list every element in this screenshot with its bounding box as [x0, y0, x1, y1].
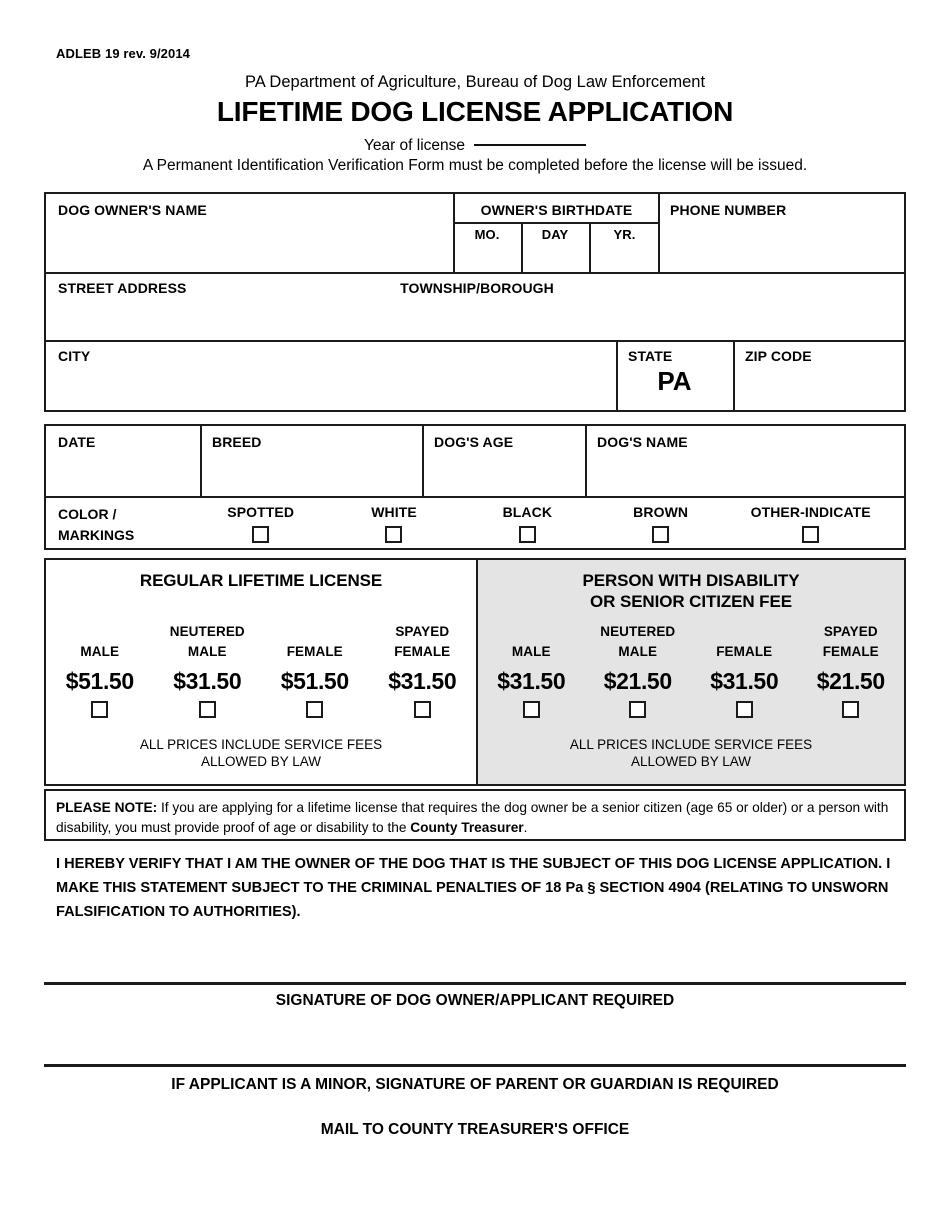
year-of-license-row — [0, 137, 950, 155]
color-markings-label-line2: MARKINGS — [58, 527, 135, 543]
please-note-text — [56, 798, 895, 838]
fee-option-senior-male-checkbox[interactable] — [523, 701, 540, 718]
fee-option-senior-neutered-male-price: $21.50 — [603, 668, 672, 694]
dog-name-input[interactable] — [587, 454, 902, 494]
fee-option-regular-male-price: $51.50 — [65, 668, 134, 694]
state-label: STATE — [628, 348, 673, 364]
color-option-spotted[interactable] — [194, 504, 327, 548]
disability-panel-heading-line1: PERSON WITH DISABILITY — [582, 571, 800, 590]
birthdate-month-input[interactable] — [455, 246, 519, 270]
form-code: ADLEB 19 rev. 9/2014 — [56, 46, 190, 61]
fee-option-regular-male-checkbox[interactable] — [91, 701, 108, 718]
fee-option-senior-neutered-male-checkbox[interactable] — [629, 701, 646, 718]
disability-panel-heading — [478, 570, 904, 612]
dog-date-label: DATE — [58, 434, 96, 450]
color-option-spotted-label: SPOTTED — [227, 504, 295, 520]
disability-senior-fee-panel — [476, 560, 904, 784]
fee-option-regular-spayed-female-checkbox[interactable] — [414, 701, 431, 718]
dog-information-block — [44, 424, 906, 550]
owner-birthdate-label: OWNER'S BIRTHDATE — [480, 202, 633, 218]
birthdate-day-label: DAY — [541, 227, 569, 242]
address-row-divider — [44, 340, 906, 342]
township-borough-input[interactable] — [486, 300, 902, 336]
birthdate-month-label: MO. — [474, 227, 500, 242]
owner-name-input[interactable] — [48, 220, 451, 270]
mail-to-instruction: MAIL TO COUNTY TREASURER'S OFFICE — [320, 1121, 630, 1138]
fee-title-l2: MALE — [618, 644, 658, 659]
fee-title-l2: FEMALE — [716, 644, 773, 659]
please-note-block — [44, 789, 906, 841]
color-markings-label — [58, 504, 134, 546]
fee-title-l2: FEMALE — [394, 644, 451, 659]
birthdate-year-label: YR. — [613, 227, 636, 242]
fee-option-senior-female-price: $31.50 — [710, 668, 779, 694]
fee-option-senior-neutered-male[interactable] — [585, 622, 692, 723]
dog-date-input[interactable] — [48, 454, 198, 494]
page-title: LIFETIME DOG LICENSE APPLICATION — [216, 96, 734, 127]
fee-option-regular-female[interactable] — [261, 622, 369, 723]
regular-panel-footer-line1: ALL PRICES INCLUDE SERVICE FEES — [139, 737, 383, 752]
fee-option-regular-spayed-female-title — [369, 622, 477, 662]
fee-option-regular-neutered-male-price: $31.50 — [173, 668, 242, 694]
fee-option-senior-male[interactable] — [478, 622, 585, 723]
disability-panel-footer — [478, 736, 904, 770]
color-option-brown[interactable] — [594, 504, 727, 548]
fee-option-senior-female-checkbox[interactable] — [736, 701, 753, 718]
fee-title-l2: MALE — [80, 644, 120, 659]
dog-color-divider — [44, 496, 906, 498]
city-input[interactable] — [48, 366, 614, 408]
owner-information-block — [44, 192, 906, 412]
year-of-license-label: Year of license — [363, 137, 466, 154]
fee-option-senior-spayed-female-price: $21.50 — [816, 668, 885, 694]
guardian-signature-line[interactable] — [44, 1064, 906, 1067]
fee-title-l2: FEMALE — [822, 644, 879, 659]
regular-panel-heading-line1: REGULAR LIFETIME LICENSE — [139, 571, 383, 590]
color-option-other[interactable] — [727, 504, 894, 548]
dog-age-label: DOG'S AGE — [434, 434, 514, 450]
owner-signature-line[interactable] — [44, 982, 906, 985]
fee-option-senior-female[interactable] — [691, 622, 798, 723]
fee-title-l1: NEUTERED — [600, 624, 676, 639]
dog-name-label: DOG'S NAME — [597, 434, 688, 450]
birthdate-year-input[interactable] — [591, 246, 658, 270]
color-option-black-label: BLACK — [502, 504, 553, 520]
color-option-spotted-checkbox[interactable] — [252, 526, 269, 543]
department-line: PA Department of Agriculture, Bureau of Dog Law Enforcement — [244, 73, 706, 91]
regular-panel-footer-line2: ALLOWED BY LAW — [200, 754, 322, 769]
color-option-black[interactable] — [461, 504, 594, 548]
street-address-label: STREET ADDRESS — [58, 280, 187, 296]
color-option-brown-checkbox[interactable] — [652, 526, 669, 543]
owner-row-divider — [44, 272, 906, 274]
fee-option-regular-spayed-female-price: $31.50 — [388, 668, 457, 694]
color-option-other-checkbox[interactable] — [802, 526, 819, 543]
please-note-emphasis: County Treasurer — [410, 820, 524, 835]
year-of-license-input[interactable] — [474, 144, 586, 146]
guardian-signature-caption: IF APPLICANT IS A MINOR, SIGNATURE OF PARENT OR GUARDIAN IS REQUIRED — [171, 1076, 779, 1093]
fee-selection-block — [44, 558, 906, 786]
owner-signature-caption: SIGNATURE OF DOG OWNER/APPLICANT REQUIRED — [275, 992, 675, 1009]
regular-panel-footer — [46, 736, 476, 770]
fee-option-regular-female-title — [261, 622, 369, 662]
disability-panel-columns — [478, 622, 904, 723]
birthdate-header-divider — [453, 222, 660, 224]
state-value: PA — [657, 366, 692, 396]
disability-panel-footer-line2: ALLOWED BY LAW — [630, 754, 752, 769]
fee-title-l2: MALE — [511, 644, 551, 659]
fee-option-senior-male-price: $31.50 — [497, 668, 566, 694]
dog-breed-label: BREED — [212, 434, 262, 450]
street-address-input[interactable] — [48, 300, 478, 336]
please-note-body: If you are applying for a lifetime license that requires the dog owner be a senior citizen (age 65 or older) or a person with disability, you must provide proof of age or disability to the — [56, 800, 889, 835]
color-option-white-checkbox[interactable] — [385, 526, 402, 543]
verification-statement: I HEREBY VERIFY THAT I AM THE OWNER OF THE DOG THAT IS THE SUBJECT OF THIS DOG LICENSE APPLICATION. I MAKE THIS STATEMENT SUBJECT TO THE CRIMINAL PENALTIES OF 18 Pa § SECTION 4904 (RELATING TO UNSWORN FALSIFICATION TO AUTHORITIES). — [56, 856, 891, 920]
color-option-other-label: OTHER-INDICATE — [750, 504, 871, 520]
fee-option-senior-male-title — [478, 622, 585, 662]
color-option-brown-label: BROWN — [633, 504, 689, 520]
dog-age-input[interactable] — [424, 454, 583, 494]
disability-panel-heading-line2: OR SENIOR CITIZEN FEE — [590, 592, 792, 611]
color-option-white[interactable] — [327, 504, 460, 548]
fee-option-regular-spayed-female[interactable] — [369, 622, 477, 723]
permanent-id-note: A Permanent Identification Verification Form must be completed before the license will be issued. — [142, 157, 808, 174]
fee-option-regular-neutered-male[interactable] — [154, 622, 262, 723]
owner-name-label: DOG OWNER'S NAME — [58, 202, 207, 218]
fee-option-regular-neutered-male-checkbox[interactable] — [199, 701, 216, 718]
fee-title-l1: SPAYED — [395, 624, 450, 639]
color-options-row — [194, 504, 894, 548]
phone-number-input[interactable] — [662, 224, 902, 270]
fee-title-l1: SPAYED — [823, 624, 878, 639]
dog-breed-input[interactable] — [202, 454, 420, 494]
city-label: CITY — [58, 348, 91, 364]
fee-title-l1: NEUTERED — [169, 624, 245, 639]
zip-code-label: ZIP CODE — [745, 348, 812, 364]
fee-option-senior-female-title — [691, 622, 798, 662]
color-option-black-checkbox[interactable] — [519, 526, 536, 543]
fee-option-senior-neutered-male-title — [585, 622, 692, 662]
regular-panel-heading — [46, 570, 476, 591]
fee-option-regular-male-title — [46, 622, 154, 662]
township-borough-label: TOWNSHIP/BOROUGH — [400, 280, 554, 296]
regular-lifetime-license-panel — [46, 560, 476, 784]
disability-panel-footer-line1: ALL PRICES INCLUDE SERVICE FEES — [569, 737, 813, 752]
birthdate-day-input[interactable] — [523, 246, 587, 270]
fee-option-regular-neutered-male-title — [154, 622, 262, 662]
phone-number-label: PHONE NUMBER — [670, 202, 787, 218]
please-note-lead: PLEASE NOTE: — [56, 800, 158, 815]
fee-option-senior-spayed-female-title — [798, 622, 905, 662]
fee-option-senior-spayed-female[interactable] — [798, 622, 905, 723]
color-markings-label-line1: COLOR / — [58, 506, 117, 522]
fee-option-regular-female-price: $51.50 — [280, 668, 349, 694]
fee-option-senior-spayed-female-checkbox[interactable] — [842, 701, 859, 718]
color-option-white-label: WHITE — [371, 504, 417, 520]
fee-option-regular-female-checkbox[interactable] — [306, 701, 323, 718]
zip-code-input[interactable] — [735, 366, 902, 408]
regular-panel-columns — [46, 622, 476, 723]
fee-title-l2: MALE — [187, 644, 227, 659]
fee-title-l2: FEMALE — [286, 644, 343, 659]
fee-option-regular-male[interactable] — [46, 622, 154, 723]
please-note-tail: . — [523, 820, 528, 835]
